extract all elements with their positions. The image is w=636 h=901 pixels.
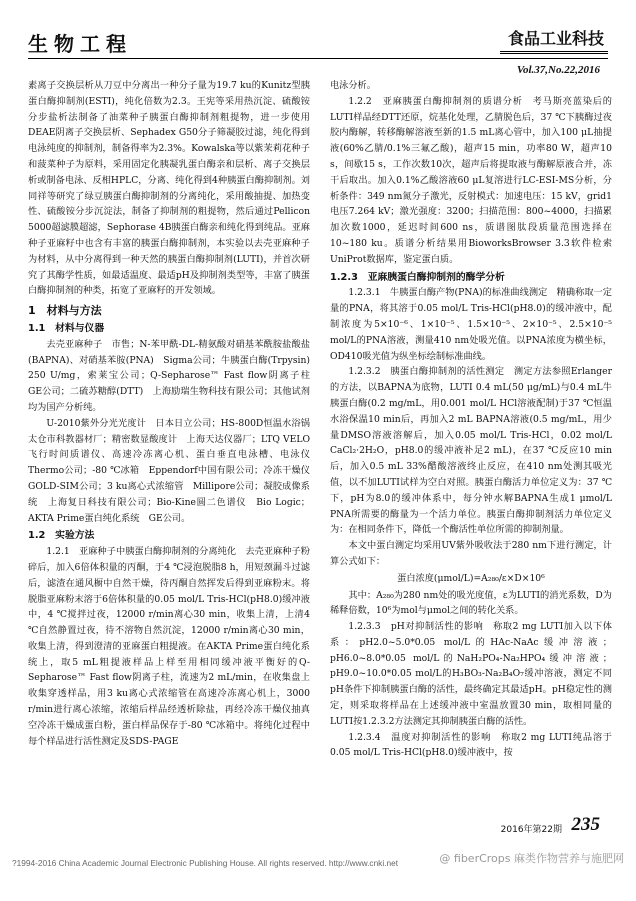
paragraph: 1.2.3.1 牛胰蛋白酶产物(PNA)的标准曲线测定 精确称取一定量的PNA，将其溶于0.05 mol/L Tris-HCl(pH8.0)的缓冲液中，配制浓度为5×10⁻⁶、1×10⁻⁵、1.5×10⁻⁵、2×10⁻⁵、2.5×10⁻⁵ mol/L的PNA溶液，测量410 nm处吸光值。以PNA浓度为横坐标，OD410吸光值为纵坐标绘制标准曲线。 <box>330 287 612 362</box>
section-title: 生物工程 <box>28 32 132 56</box>
watermark: @ fiberCrops 麻类作物营养与施肥网 <box>439 852 624 865</box>
paragraph: 1.2.3.3 pH对抑制活性的影响 称取2 mg LUTI加入以下体系：pH2.0~5.0*0.05 mol/L的HAc-NaAc缓冲溶液；pH6.0~8.0*0.05 mol/L的NaH₂PO₄-Na₂HPO₄缓冲溶液；pH9.0~10.0*0.05 mol/L的H₃BO₃-Na₂B₄O₇缓冲溶液，测定不同pH条件下抑制胰蛋白酶的活性，最终确定其最适pH。pH稳定性的测定，则采取将样品在上述缓冲液中室温放置30 min，取相同量的LUTI按1.2.3.2方法测定其抑制胰蛋白酶的活性。 <box>330 621 612 727</box>
page-header <box>28 22 608 60</box>
left-column <box>28 78 320 749</box>
volume-number: Vol.37,No.22,2016 <box>516 64 600 76</box>
copyright-line: ?1994-2016 China Academic Journal Electronic Publishing House. All rights reserved. http://www.cnki.net <box>12 858 399 868</box>
formula: 蛋白浓度(μmol/L)=A₂₈₀/ε×D×10⁶ <box>397 572 545 584</box>
section-heading: 1 材料与方法 <box>28 304 102 318</box>
right-column <box>330 78 612 761</box>
section-heading: 1.1 材料与仪器 <box>28 322 105 334</box>
section-heading: 1.2 实验方法 <box>28 530 95 542</box>
paragraph: 去壳亚麻种子 市售；N-苯甲酰-DL-精氨酸对硝基苯酰胺盐酸盐(BAPNA)、对硝基苯胺(PNA) Sigma公司；牛胰蛋白酶(Trpysin) 250 U/mg，索莱宝公司；Q-Sepharose™ Fast flow阴离子柱 GE公司；二硫苏糖醇(DTT) 上海励瑞生物科技有限公司；其他试剂 均为国产分析纯。 <box>28 338 320 413</box>
paragraph: 1.2.2 亚麻胰蛋白酶抑制剂的质谱分析 考马斯亮蓝染后的LUTI样品经DTT还原，烷基化处理，乙腈脱色后，37 ℃下胰酶过夜胶内酶解，转移酶解溶液至新的1.5 mL离心管中，加入100 μL抽提液(60%乙腈/0.1%三氟乙酸)，超声15 min，功率80 W，超声10 s，间歇15 s，工作次数10次，超声后将提取液与酶解原液合并，冻干后取出。加入0.1%乙酸溶液60 μL复溶进行LC-ESI-MS分析，分析条件：349 nm氮分子激光，反射模式：加速电压：15 kV，grid1电压7.264 kV；激光强度：3200；扫描范围：800~4000，扫描累加次数1000，延迟时间600 ns，质谱图肽段质量范围选择在10~180 ku。质谱分析结果用BioworksBrowser 3.3软件检索UniProt数据库，鉴定蛋白质。 <box>330 95 612 265</box>
paragraph: 1.2.1 亚麻种子中胰蛋白酶抑制剂的分离纯化 去壳亚麻种子粉碎后，加入6倍体积量的丙酮，于4 ℃浸泡脱脂8 h，用短颈漏斗过滤后，滤渣在通风橱中自然干燥，待丙酮自然挥发后得到亚麻粉末。将脱脂亚麻粉末溶于6倍体积量的0.05 mol/L Tris-HCl(pH8.0)缓冲液中，4 ℃搅拌过夜，12000 r/min离心30 min，收集上清，上清4 ℃自然静置过夜，待不溶物自然沉淀，12000 r/min离心30 min，收集上清，得到澄清的亚麻蛋白粗提液。在AKTA Prime蛋白纯化系统上，取5 mL粗提液样品上样至用相同缓冲液平衡好的Q-Sepharose™ Fast flow阴离子柱，流速为2 mL/min，在收集盘上收集穿透样品，用3 ku离心式浓缩管在高速冷冻离心机上，3000 r/min进行离心浓缩，浓缩后样品经透析除盐，再经冷冻干燥仪抽真空冷冻干燥成蛋白粉，蛋白样品保存于-80 ℃冰箱中。将纯化过程中每个样品进行活性测定及SDS-PAGE <box>28 546 310 747</box>
paragraph: 1.2.3.2 胰蛋白酶抑制剂的活性测定 测定方法参照Erlanger的方法，以BAPNA为底物，LUTI 0.4 mL(50 μg/mL)与0.4 mL牛胰蛋白酶(0.2 mg/mL，用0.001 mol/L HCl溶液配制)于37 ℃恒温水浴保温10 min后，再加入2 mL BAPNA溶液(0.5 mg/mL，用少量DMSO溶液溶解后，加入0.05 mol/L Tris-HCl，0.02 mol/L CaCl₂·2H₂O，pH8.0的缓冲液补足2 mL)，在37 ℃反应10 min后，加入0.5 mL 33%醋酸溶液终止反应，在410 nm处测其吸光值，以不加LUTI试样为空白对照。胰蛋白酶活力单位定义为：37 ℃下，pH为8.0的缓冲体系中，每分钟水解BAPNA生成1 μmol/L PNA所需要的酶量为一个活力单位。胰蛋白酶抑制剂活力单位定义为：在相同条件下，降低一个酶活性单位所需的抑制剂量。 <box>330 366 612 536</box>
paragraph: 素离子交换层析从刀豆中分离出一种分子量为19.7 ku的Kunitz型胰蛋白酶抑制剂(ESTI)，纯化倍数为2.3。王宪等采用热沉淀、硫酸铵分步盐析法制备了油菜种子胰蛋白酶抑制剂粗提物，进一步使用DEAE阴离子交换层析、Sephadex G50分子筛凝胶过滤，纯化得到电泳纯度的抑制剂，制备得率为2.3%。Kowalska等以紫茉莉花种子和菠菜种子为原料，采用固定化胰凝乳蛋白酶亲和层析、离子交换层析或制备电泳、反相HPLC，分离、纯化得到4种胰蛋白酶抑制剂。刘同祥等研究了绿豆胰蛋白酶抑制剂的分离纯化，采用酸抽提、加热变性、硫酸铵分步沉淀法，制备了抑制剂的粗提物，然后通过Pellicon 5000超滤膜超滤，Sephorase 4B胰蛋白酶亲和纯化得到纯品。亚麻种子亚麻籽中也含有丰富的胰蛋白酶抑制剂，本实验以去壳亚麻种子为材料，从中分离得到一种天然的胰蛋白酶抑制剂(LUTI)，并首次研究了其酶学性质，如最适温度、最适pH及抑制剂类型等，丰富了胰蛋白酶抑制剂的种类，拓宽了亚麻籽的开发领域。 <box>28 80 310 297</box>
journal-title: 食品工业科技 <box>500 26 608 54</box>
header-rule <box>28 58 608 59</box>
issue-label: 2016年第22期 <box>500 825 562 835</box>
page-number: 235 <box>571 814 600 835</box>
paragraph: 本文中蛋白测定均采用UV紫外吸收法于280 nm下进行测定，计算公式如下： <box>330 540 612 567</box>
paragraph: 电泳分析。 <box>330 80 376 91</box>
section-heading: 1.2.3 亚麻胰蛋白酶抑制剂的酶学分析 <box>330 271 505 283</box>
paragraph: 其中：A₂₈₀为280 nm处的吸光度值，ε为LUTI的消光系数，D为稀释倍数，10⁶为mol与μmol之间的转化关系。 <box>330 589 612 617</box>
paragraph: 1.2.3.4 温度对抑制活性的影响 称取2 mg LUTI纯品溶于0.05 mol/L Tris-HCl(pH8.0)缓冲液中，按 <box>330 731 612 759</box>
paragraph: U-2010紫外分光光度计 日本日立公司；HS-800D恒温水浴锅 太仓市科教器材厂；精密数显酸度计 上海天达仪器厂；LTQ VELO飞行时间质谱仪、高速冷冻离心机、蛋白垂直电泳槽、电泳仪 Thermo公司；-80 ℃冰箱 Eppendorf中国有限公司；冷冻干燥仪 GOLD-SIM公司；3 ku离心式浓缩管 Millipore公司；凝胶成像系统 上海复日科技有限公司；Bio-Kine圆二色谱仪 Bio Logic；AKTA Prime蛋白纯化系统 GE公司。 <box>28 417 320 524</box>
